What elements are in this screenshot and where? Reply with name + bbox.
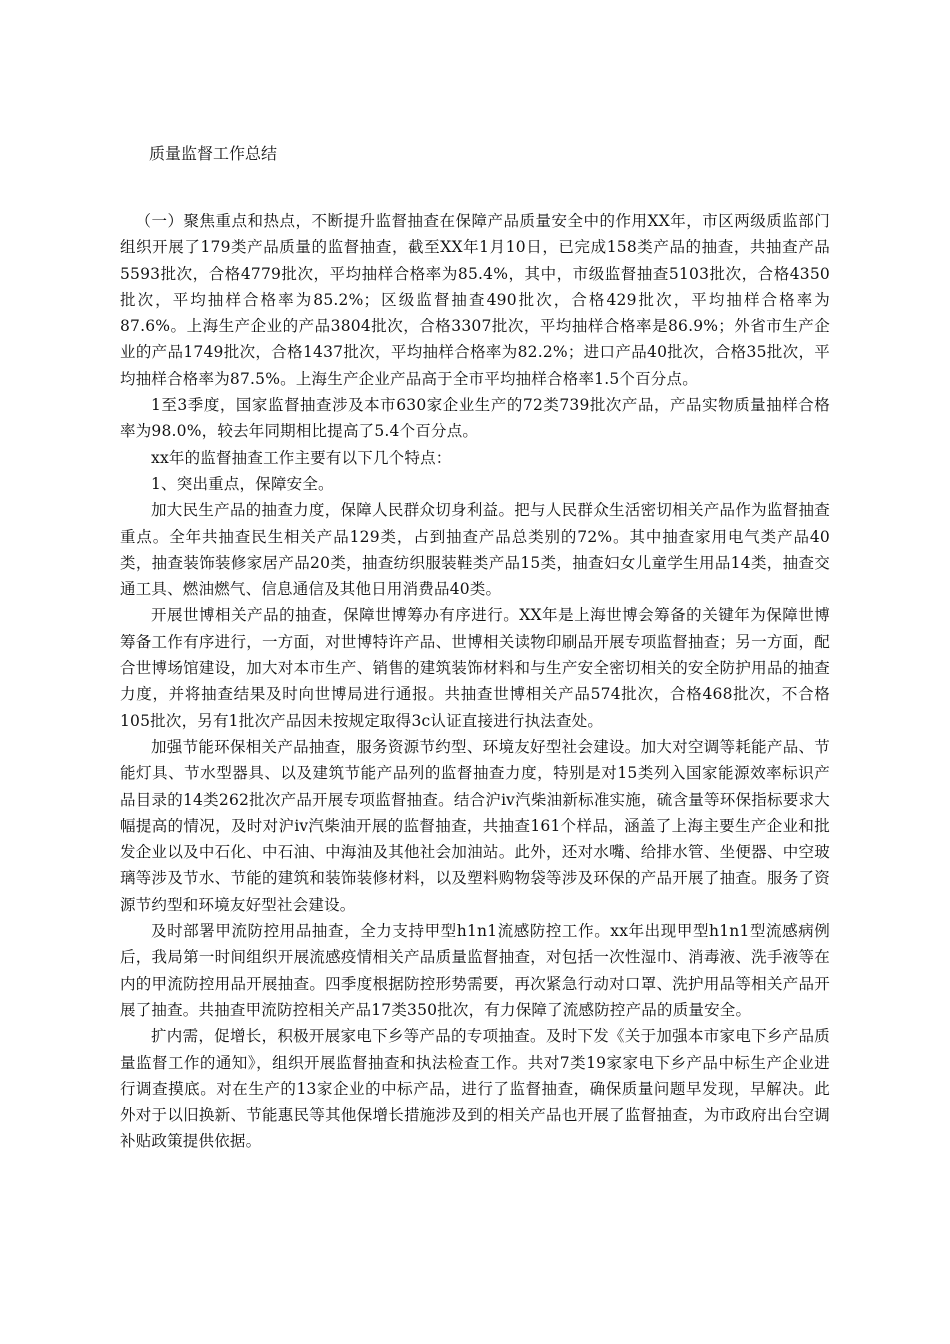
paragraph-overview: （一）聚焦重点和热点，不断提升监督抽查在保障产品质量安全中的作用XX年，市区两级质监部门组织开展了179类产品质量的监督抽查，截至XX年1月10日，已完成158类产品的抽查，共抽查产品5593批次，合格4779批次，平均抽样合格率为85.4%，其中，市级监督抽查5103批次，合格4350批次，平均抽样合格率为85.2%；区级监督抽查490批次，合格429批次，平均抽样合格率为87.6%。上海生产企业的产品3804批次，合格3307批次，平均抽样合格率是86.9%；外省市生产企业的产品1749批次，合格1437批次，平均抽样合格率为82.2%；进口产品40批次，合格35批次，平均抽样合格率为87.5%。上海生产企业产品高于全市平均抽样合格率1.5个百分点。	[120, 212, 830, 388]
paragraph-livelihood-products: 加大民生产品的抽查力度，保障人民群众切身利益。把与人民群众生活密切相关产品作为监督抽查重点。全年共抽查民生相关产品129类，占到抽查产品总类别的72%。其中抽查家用电气类产品40类，抽查装饰装修家居产品20类，抽查纺织服装鞋类产品15类，抽查妇女儿童学生用品14类，抽查交通工具、燃油燃气、信息通信及其他日用消费品40类。	[120, 501, 830, 599]
paragraph-h1n1-products: 及时部署甲流防控用品抽查，全力支持甲型h1n1流感防控工作。xx年出现甲型h1n1型流感病例后，我局第一时间组织开展流感疫情相关产品质量监督抽查，对包括一次性湿巾、消毒液、洗手液等在内的甲流防控用品开展抽查。四季度根据防控形势需要，再次紧急行动对口罩、洗护用品等相关产品开展了抽查。共抽查甲流防控相关产品17类350批次，有力保障了流感防控产品的质量安全。	[120, 922, 830, 1019]
document-title: 质量监督工作总结	[149, 144, 278, 163]
paragraph-expo-products: 开展世博相关产品的抽查，保障世博筹办有序进行。XX年是上海世博会筹备的关键年为保障世博筹备工作有序进行，一方面，对世博特许产品、世博相关读物印刷品开展专项监督抽查；另一方面，配合世博场馆建设，加大对本市生产、销售的建筑装饰材料和与生产安全密切相关的安全防护用品的抽查力度，并将抽查结果及时向世博局进行通报。共抽查世博相关产品574批次，合格468批次，不合格105批次，另有1批次产品因未按规定取得3c认证直接进行执法查处。	[120, 606, 830, 730]
paragraph-energy-saving-products: 加强节能环保相关产品抽查，服务资源节约型、环境友好型社会建设。加大对空调等耗能产品、节能灯具、节水型器具、以及建筑节能产品列的监督抽查力度，特别是对15类列入国家能源效率标识产品目录的14类262批次产品开展专项监督抽查。结合沪ⅳ汽柴油新标准实施，硫含量等环保指标要求大幅提高的情况，及时对沪ⅳ汽柴油开展的监督抽查，共抽查161个样品，涵盖了上海主要生产企业和批发企业以及中石化、中石油、中海油及其他社会加油站。此外，还对水嘴、给排水管、坐便器、中空玻璃等涉及节水、节能的建筑和装饰装修材料，以及塑料购物袋等涉及环保的产品开展了抽查。服务了资源节约型和环境友好型社会建设。	[120, 737, 830, 914]
paragraph-features-intro: xx年的监督抽查工作主要有以下几个特点：	[151, 448, 452, 467]
paragraph-feature-heading: 1、突出重点，保障安全。	[151, 474, 334, 493]
document-body	[120, 208, 830, 1155]
paragraph-national-inspection: 1至3季度，国家监督抽查涉及本市630家企业生产的72类739批次产品，产品实物质量抽样合格率为98.0%，较去年同期相比提高了5.4个百分点。	[120, 396, 830, 441]
paragraph-rural-appliances: 扩内需，促增长，积极开展家电下乡等产品的专项抽查。及时下发《关于加强本市家电下乡产品质量监督工作的通知》，组织开展监督抽查和执法检查工作。共对7类19家家电下乡产品中标生产企业进行调查摸底。对在生产的13家企业的中标产品，进行了监督抽查，确保质量问题早发现，早解决。此外对于以旧换新、节能惠民等其他保增长措施涉及到的相关产品也开展了监督抽查，为市政府出台空调补贴政策提供依据。	[120, 1027, 830, 1151]
